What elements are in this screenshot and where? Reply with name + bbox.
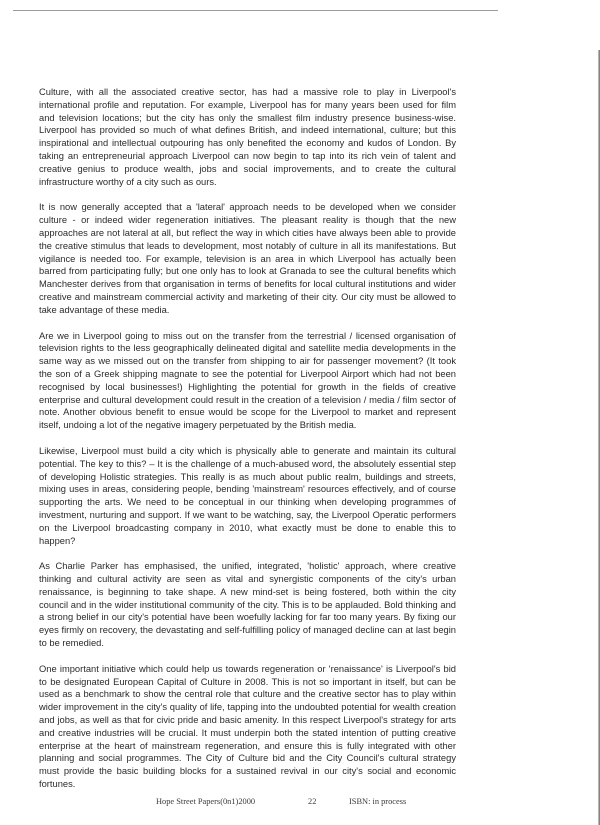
footer-isbn: ISBN: in process bbox=[349, 797, 407, 806]
document-body bbox=[39, 86, 456, 804]
paragraph-capital-of-culture: One important initiative which could help us towards regeneration or 'renaissance' is Liverpool's bid to be designated European Capital of Culture in 2008. This is not so important in itself, but can be used as a benchmark to show the central role that culture and the creative sector has to play within wider improvement in the city's quality of life, tapping into the undoubted potential for wealth creation and jobs, as well as that for civic pride and basic amenity. In this respect Liverpool's strategy for arts and creative industries will be crucial. It must underpin both the stated intention of putting creative enterprise at the heart of mainstream regeneration, and ensure this is fully integrated with other planning and social programmes. The City of Culture bid and the City Council's cultural strategy must provide the basic building blocks for a sustained revival in our city's social and economic fortunes. bbox=[39, 663, 456, 790]
paragraph-holistic-strategies: Likewise, Liverpool must build a city which is physically able to generate and maintain its cultural potential. The key to this? – It is the challenge of a much-abused word, the absolutely essential step of developing Holistic strategies. This really is as much about public realm, buildings and streets, mixing uses in areas, considering people, bending 'mainstream' resources effectively, and of course supporting the arts. We need to be conceptual in our thinking when developing programmes of investment, nurturing and support. If we want to be watching, say, the Liverpool Operatic performers on the Liverpool broadcasting company in 2010, what exactly must be done to enable this to happen? bbox=[39, 445, 456, 546]
paragraph-culture-role: Culture, with all the associated creative sector, has had a massive role to play in Liverpool's international profile and reputation. For example, Liverpool has for many years been used for film and television locations; but the city has only the smallest film industry presence business-wise. Liverpool has provided so much of what defines British, and indeed international, culture; but this inspirational and intellectual outpouring has only benefited the economy and kudos of London. By taking an entrepreneurial approach Liverpool can now begin to tap into its rich vein of talent and creative genius to produce wealth, jobs and social improvements, and to create the cultural infrastructure worthy of a city such as ours. bbox=[39, 87, 456, 187]
paragraph-lateral-approach: It is now generally accepted that a 'lateral' approach needs to be developed when we consider culture - or indeed wider regeneration initiatives. The pleasant reality is though that the new approaches are not lateral at all, but reflect the way in which cities have always been able to provide the creative stimulus that leads to development, most notably of culture in all its manifestations. But vigilance is needed too. For example, television is an area in which Liverpool has actually been barred from participating fully; but one only has to look at Granada to see the cultural benefits which Manchester derives from that organisation in terms of benefits for local cultural institutions and wider creative and mainstream commercial activity and marketing of their city. Our city must be allowed to take advantage of these media. bbox=[39, 202, 456, 315]
top-rule bbox=[13, 10, 498, 11]
footer-page-number: 22 bbox=[308, 797, 317, 806]
paragraph-charlie-parker: As Charlie Parker has emphasised, the unified, integrated, 'holistic' approach, where creative thinking and cultural activity are seen as vital and synergistic components of the city's urban renaissance, is beginning to take shape. A new mind-set is being fostered, both within the city council and in the wider institutional community of the city. This is to be applauded. Bold thinking and a strong belief in our city's potential have been woefully lacking for far too many years. By fixing our eyes firmly on recovery, the devastating and self-fulfilling policy of managed decline can at last begin to be remedied. bbox=[39, 561, 456, 649]
paragraph-television-rights: Are we in Liverpool going to miss out on the transfer from the terrestrial / licensed organisation of television rights to the less geographically delineated digital and satellite media developments in the same way as we missed out on the transfer from shipping to air for passenger movement? (It took the son of a Greek shipping magnate to see the potential for Liverpool Airport which had not been recognised by local businesses!) Highlighting the potential for growth in the fields of creative enterprise and cultural development could result in the creation of a television / media / film sector of note. Another obvious benefit to ensue would be scope for the Liverpool to market and represent itself, undoing a lot of the negative imagery perpetuated by the British media. bbox=[39, 330, 456, 431]
footer-publication: Hope Street Papers(0n1)2000 bbox=[156, 797, 256, 806]
